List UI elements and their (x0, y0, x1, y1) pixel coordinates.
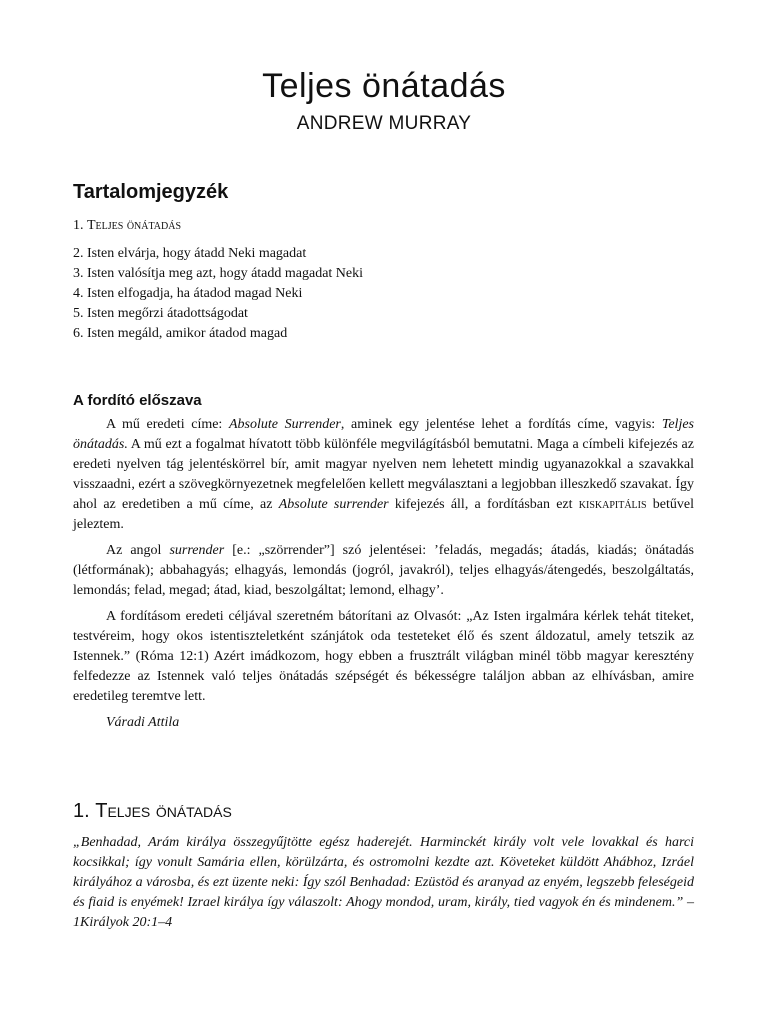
text-run: , aminek egy jelentése lehet a fordítás címe, vagyis: (340, 417, 662, 432)
preface-paragraph-1 (73, 415, 694, 535)
chapter-1-epigraph (73, 833, 694, 933)
epigraph-text: „Benhadad, Arám királya összegyűjtötte egész haderejét. Harminckét király volt vele lovakkal és harci kocsikkal; így vonult Samária ellen, körülzárta, és ostromolni kezdte azt. Követeket küldött Ahábhoz, Izráel királyához a városba, és ezt üzente neki: Így szól Benhadad: Ezüstöd és aranyad az enyém, legszebb feleségeid és fiaid is enyémek! Izrael királya így válaszolt: Ahogy mondod, uram, király, tied vagyok én és mindenem.” (73, 835, 694, 910)
toc-item-title: Teljes önátadás (87, 218, 182, 233)
chapter-title: Teljes önátadás (95, 800, 232, 822)
toc-item-number: 1. (73, 218, 87, 233)
text-run: Az angol (106, 543, 170, 558)
toc-item-5[interactable]: 5. Isten megőrzi átadottságodat (73, 306, 248, 321)
toc-item-2[interactable]: 2. Isten elvárja, hogy átadd Neki magadat (73, 246, 307, 261)
toc-item-1[interactable] (73, 216, 181, 236)
text-run: kifejezés áll, a fordításban ezt (388, 497, 579, 512)
italic-run: Absolute surrender (278, 497, 389, 512)
toc-item-4[interactable]: 4. Isten elfogadja, ha átadod magad Neki (73, 286, 303, 301)
toc-item-6[interactable]: 6. Isten megáld, amikor átadod magad (73, 326, 288, 341)
preface-heading: A fordító előszava (73, 392, 202, 409)
small-caps-run: kiskapitális (578, 497, 647, 512)
translator-signature: Váradi Attila (106, 715, 180, 730)
italic-run: Absolute Surrender (228, 417, 341, 432)
preface-body (73, 415, 694, 739)
chapter-1-heading (73, 797, 232, 825)
text-run: A mű ezt a fogalmat hívatott több különféle megvilágításból bemutatni. Maga a címbeli kifejezés az eredeti nyelven tág jelentéskörrel bír, amit magyar nyelven nem lehetett mindig ugyanazokkal a szavakkal visszaadni, ezért a szövegkörnyezetnek megfelelően kellett megválasztani a legjobban illeszkedő szavakat. Így ahol az eredetiben a mű címe, az (73, 437, 694, 512)
document-title: Teljes önátadás (262, 67, 506, 105)
italic-run: Teljes önátadás. (73, 417, 694, 452)
text-run: [e.: „szörrender”] szó jelentései: ’feladás, megadás; átadás, kiadás; önátadás (létformának); abbahagyás; elhagyás, lemondás (jogról, javakról), teljes elhagyás/átengedés, beszolgáltatás, lemondás; felad, megad; átad, kiad, beszolgáltat; lemond, elhagy’. (73, 543, 694, 598)
toc-list (73, 244, 363, 344)
preface-paragraph-3: A fordításom eredeti céljával szeretném bátorítani az Olvasót: „Az Isten irgalmára kérlek tehát titeket, testvéreim, hogy okos istentiszteletként szánjátok oda testeteket élő és szent áldozatul, amely tetszik az Istennek.” (Róma 12:1) Azért imádkozom, hogy ebben a frusztrált világban minél több magyar keresztény felfedezze az Istennek való teljes önátadás szépségét és békességre találjon abban az elhívásban, amire eredetileg teremtve lett. (73, 609, 694, 704)
text-run: betűvel jeleztem. (73, 497, 694, 532)
document-author: ANDREW MURRAY (296, 113, 472, 134)
epigraph-reference: – 1Királyok 20:1–4 (73, 895, 694, 930)
text-run: A mű eredeti címe: (106, 417, 229, 432)
chapter-number: 1. (73, 800, 96, 822)
toc-heading: Tartalomjegyzék (73, 181, 229, 203)
italic-run: surrender (169, 543, 225, 558)
preface-paragraph-2 (73, 541, 694, 601)
toc-item-3[interactable]: 3. Isten valósítja meg azt, hogy átadd magadat Neki (73, 266, 364, 281)
